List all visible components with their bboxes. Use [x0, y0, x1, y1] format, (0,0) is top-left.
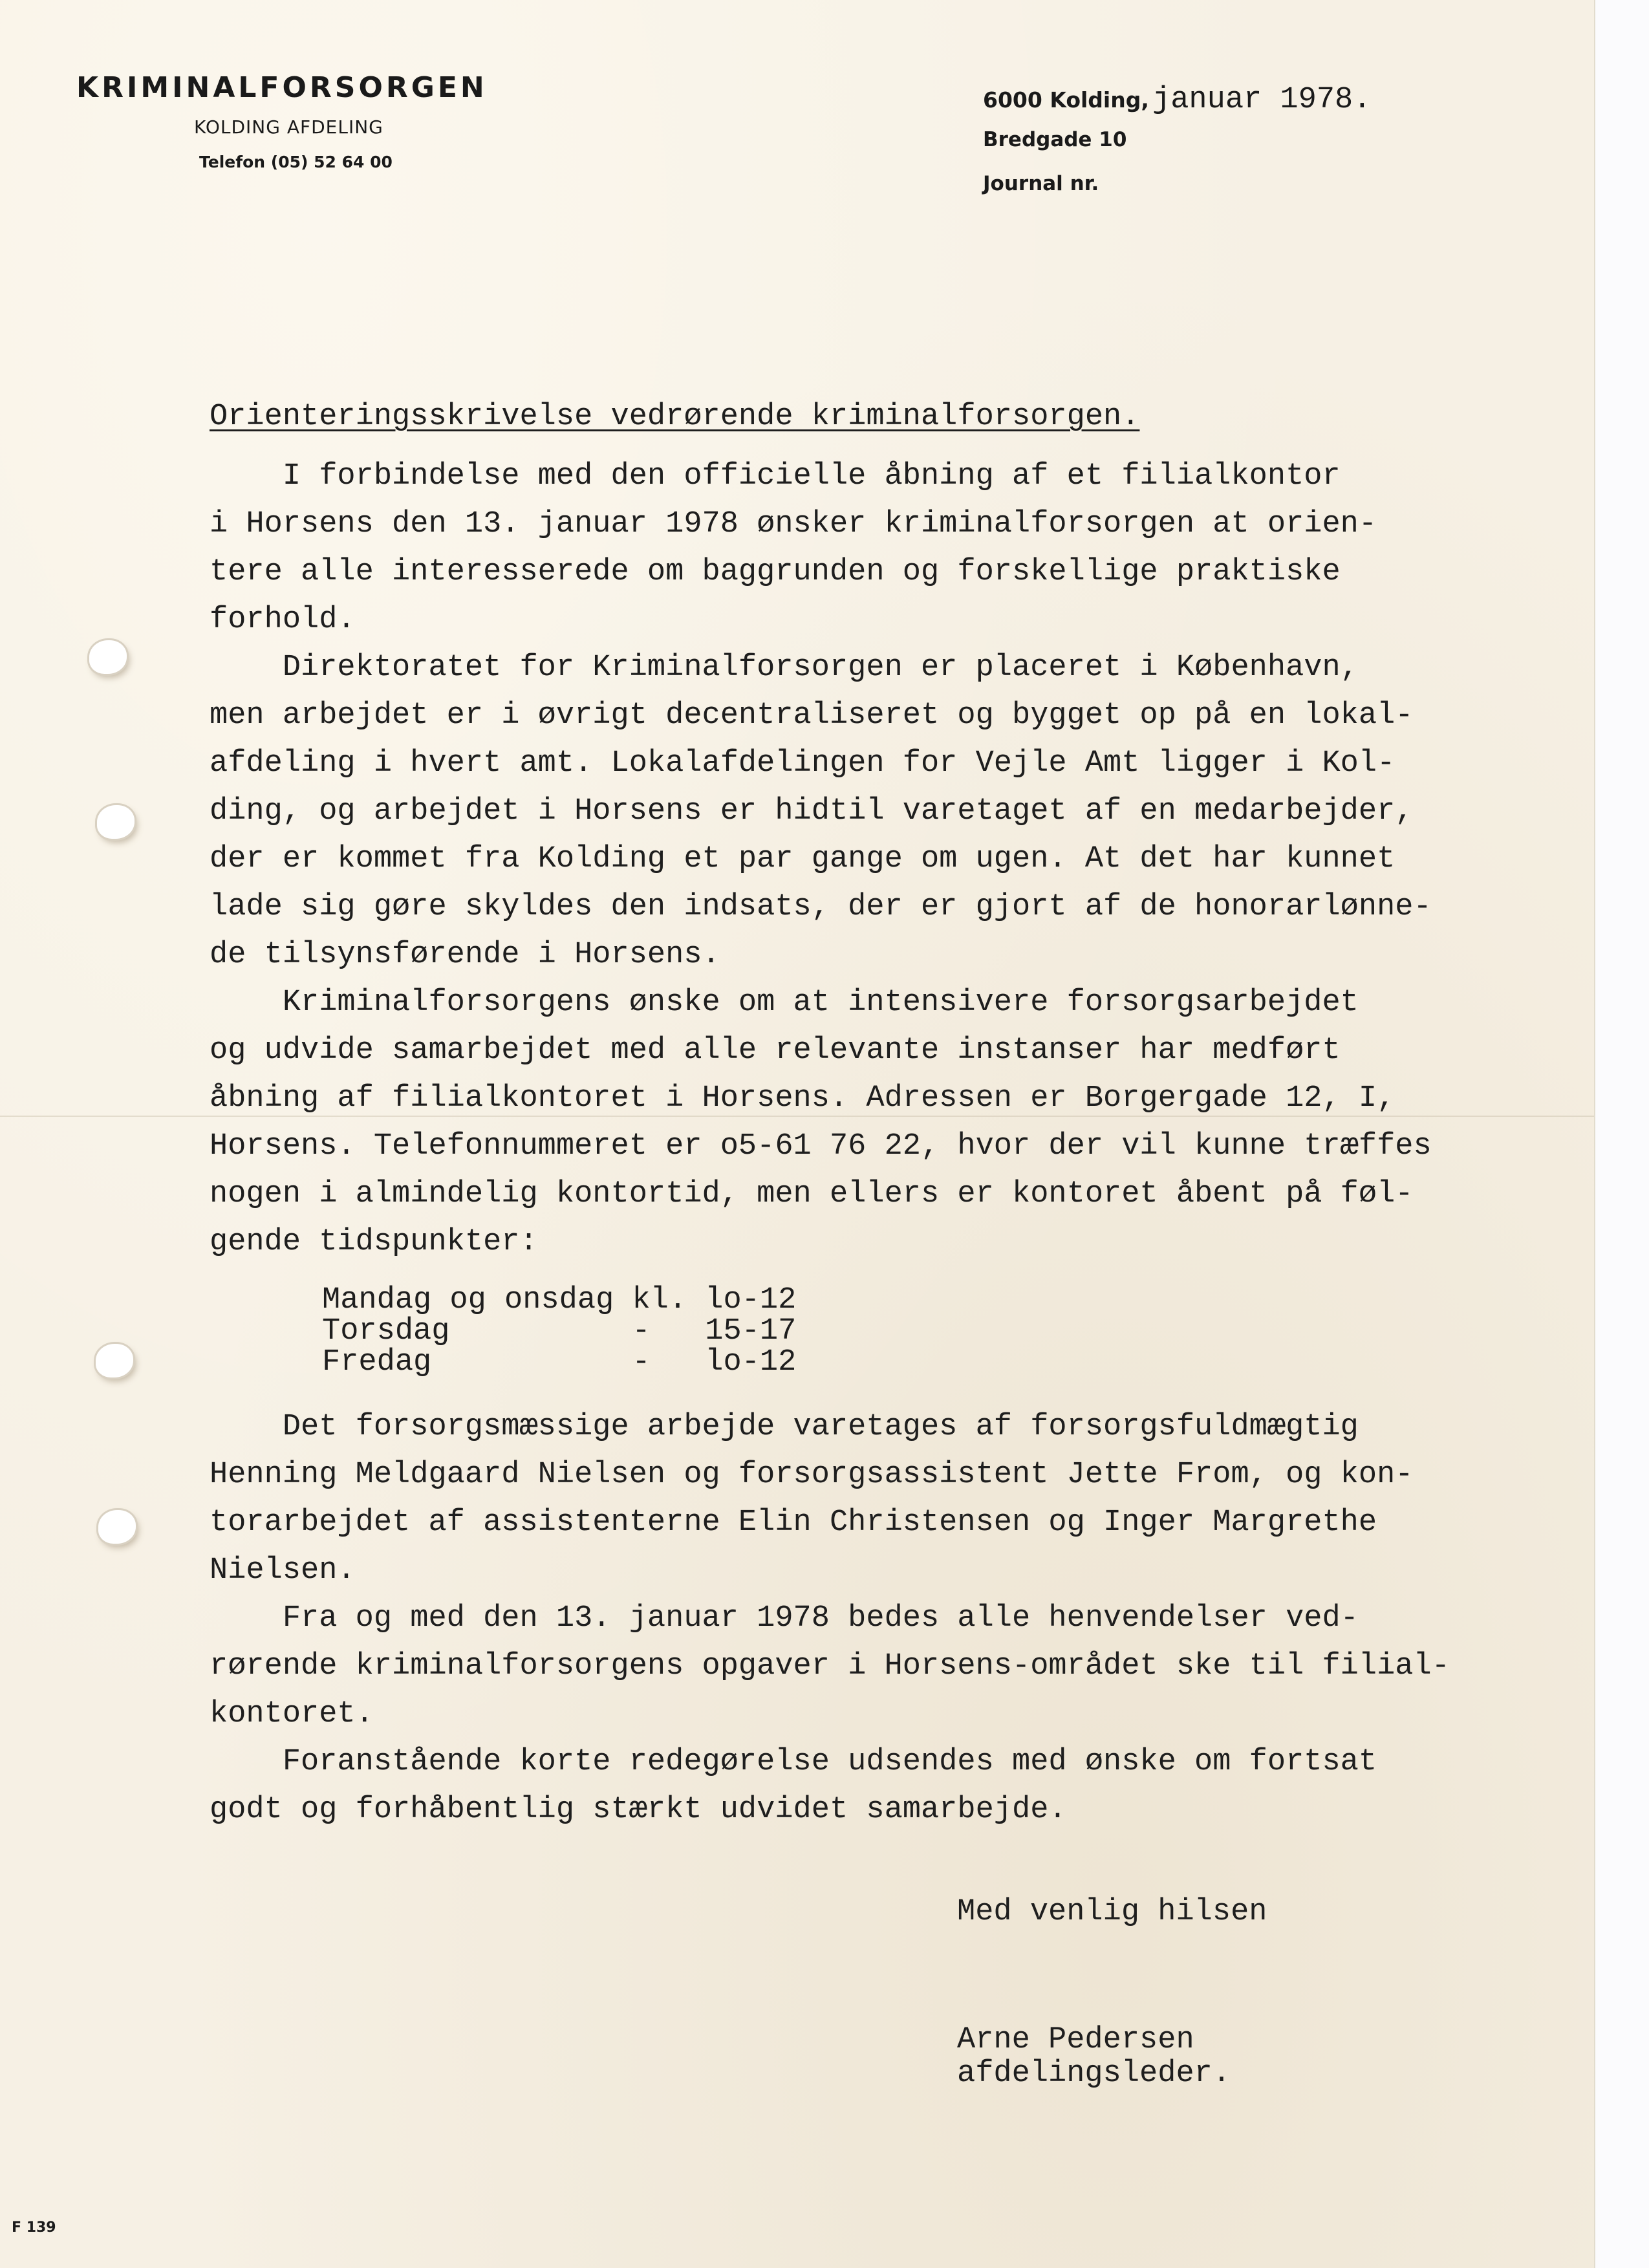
punch-hole	[96, 1344, 133, 1377]
body-line: Henning Meldgaard Nielsen og forsorgsassistent Jette From, og kon-	[210, 1458, 1414, 1492]
body-line: Nielsen.	[210, 1553, 356, 1588]
punch-hole	[89, 640, 127, 674]
scan-background	[1594, 0, 1649, 2268]
hours-row: Mandag og onsdag kl. lo-12	[322, 1283, 797, 1317]
punch-hole	[97, 805, 135, 839]
journal-number: Journal nr.	[983, 172, 1099, 195]
street-address: Bredgade 10	[983, 128, 1127, 151]
body-line: godt og forhåbentlig stærkt udvidet samarbejde.	[210, 1793, 1067, 1827]
letter-subject: Orienteringsskrivelse vedrørende kriminalforsorgen.	[210, 400, 1140, 434]
punch-hole	[98, 1510, 136, 1544]
body-line: der er kommet fra Kolding et par gange om ugen. At det har kunnet	[210, 842, 1396, 876]
body-line: Det forsorgsmæssige arbejde varetages af forsorgsfuldmægtig	[210, 1410, 1359, 1444]
body-line: I forbindelse med den officielle åbning af et filialkontor	[210, 459, 1341, 493]
date: januar 1978.	[1152, 83, 1372, 117]
place-and-date	[983, 83, 1371, 117]
body-line: torarbejdet af assistenterne Elin Christensen og Inger Margrethe	[210, 1506, 1377, 1540]
phone-number: Telefon (05) 52 64 00	[199, 153, 393, 171]
body-line: og udvide samarbejdet med alle relevante instanser har medført	[210, 1033, 1341, 1068]
signatory-title: afdelingsleder.	[957, 2057, 1231, 2091]
body-line: nogen i almindelig kontortid, men ellers er kontoret åbent på føl-	[210, 1177, 1414, 1211]
paper-fold	[0, 1116, 1594, 1117]
body-line: lade sig gøre skyldes den indsats, der er gjort af de honorarlønne-	[210, 890, 1432, 924]
body-line: de tilsynsførende i Horsens.	[210, 938, 720, 972]
body-line: Fra og med den 13. januar 1978 bedes alle henvendelser ved-	[210, 1601, 1359, 1636]
body-line: kontoret.	[210, 1697, 374, 1731]
form-code: F 139	[12, 2219, 56, 2236]
body-line: Kriminalforsorgens ønske om at intensivere forsorgsarbejdet	[210, 986, 1359, 1020]
body-line: gende tidspunkter:	[210, 1225, 538, 1259]
body-line: åbning af filialkontoret i Horsens. Adressen er Borgergade 12, I,	[210, 1081, 1396, 1116]
organization-name: KRIMINALFORSORGEN	[76, 71, 488, 104]
body-line: tere alle interesserede om baggrunden og forskellige praktiske	[210, 555, 1341, 589]
hours-row: Fredag - lo-12	[322, 1345, 797, 1379]
place: 6000 Kolding,	[983, 87, 1149, 113]
signatory-name: Arne Pedersen	[957, 2023, 1194, 2057]
body-line: Direktoratet for Kriminalforsorgen er placeret i København,	[210, 651, 1359, 685]
body-line: forhold.	[210, 603, 356, 637]
body-line: ding, og arbejdet i Horsens er hidtil varetaget af en medarbejder,	[210, 794, 1414, 828]
department-name: KOLDING AFDELING	[194, 116, 383, 138]
body-line: men arbejdet er i øvrigt decentraliseret og bygget op på en lokal-	[210, 698, 1414, 733]
body-line: Horsens. Telefonnummeret er o5-61 76 22, hvor der vil kunne træffes	[210, 1129, 1432, 1163]
body-line: Foranstående korte redegørelse udsendes med ønske om fortsat	[210, 1745, 1377, 1779]
closing-greeting: Med venlig hilsen	[957, 1895, 1267, 1929]
body-line: i Horsens den 13. januar 1978 ønsker kriminalforsorgen at orien-	[210, 507, 1377, 541]
body-line: afdeling i hvert amt. Lokalafdelingen for Vejle Amt ligger i Kol-	[210, 746, 1396, 781]
body-line: rørende kriminalforsorgens opgaver i Horsens-området ske til filial-	[210, 1649, 1450, 1683]
hours-row: Torsdag - 15-17	[322, 1314, 797, 1348]
